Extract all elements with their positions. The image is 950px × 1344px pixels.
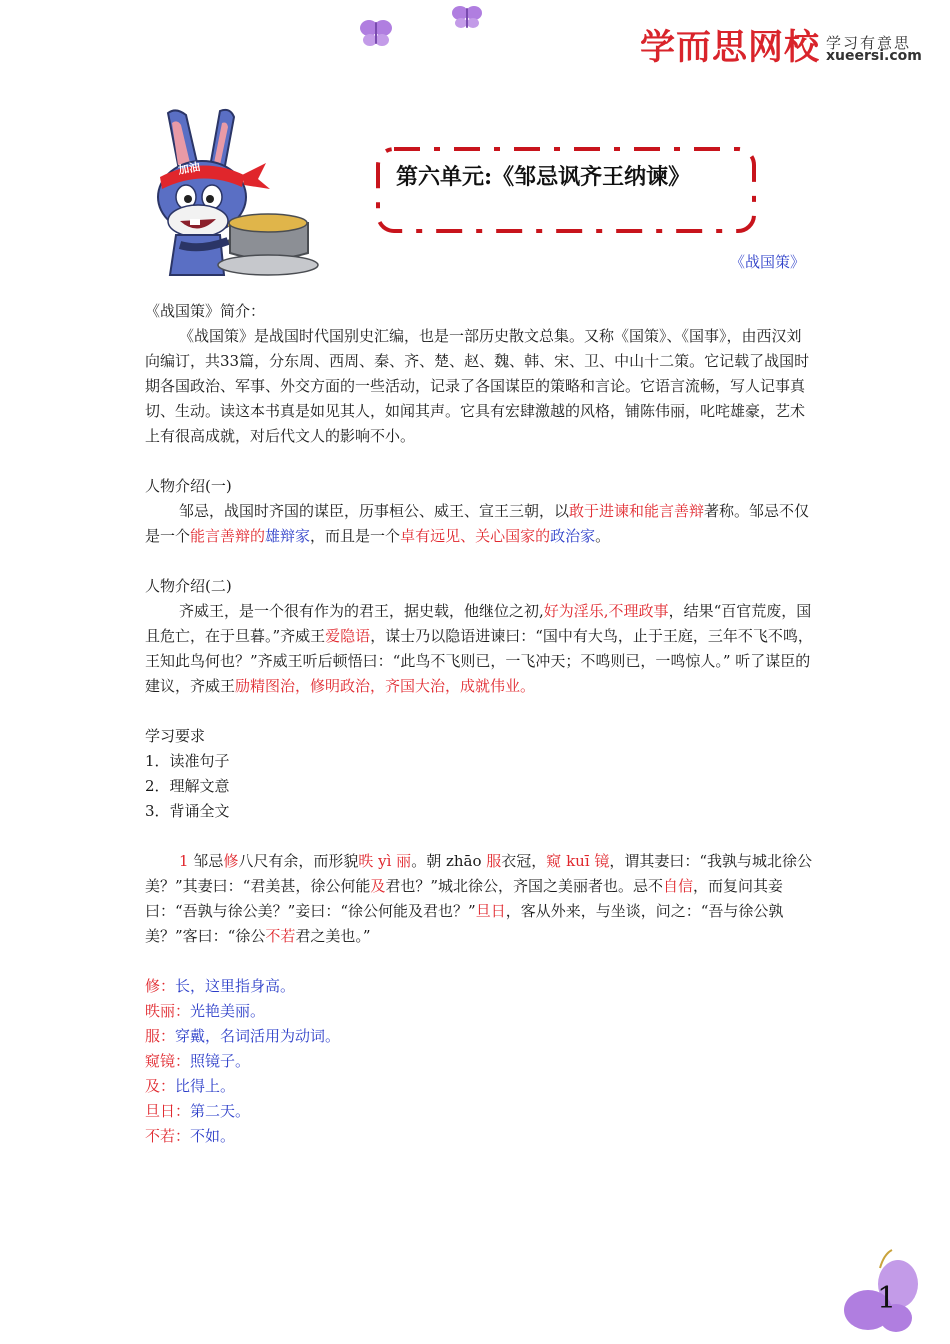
main-content — [145, 299, 815, 1149]
logo-tagline: 学习有意思 — [826, 34, 912, 52]
passage-number: 1 — [179, 852, 189, 870]
butterfly-icon — [358, 14, 394, 50]
logo-url: xueersi.com — [826, 48, 922, 64]
requirement-item: 1．读准句子 — [145, 752, 230, 770]
page-title: 第六单元:《邹忌讽齐王纳谏》 — [396, 164, 691, 190]
requirement-item: 3．背诵全文 — [145, 802, 230, 820]
mascot-headband-text: 加油 — [177, 160, 202, 177]
intro-heading: 《战国策》简介： — [145, 302, 266, 320]
requirements-heading: 学习要求 — [145, 727, 206, 745]
note-item: 昳丽：光艳美丽。 — [145, 1002, 266, 1020]
butterfly-icon — [450, 2, 484, 32]
requirement-item: 2．理解文意 — [145, 777, 230, 795]
source-label: 《战国策》 — [730, 253, 806, 271]
person1-heading: 人物介绍(一) — [145, 477, 232, 495]
logo-text: 学而思网校 — [640, 28, 821, 68]
intro-body: 《战国策》是战国时代国别史汇编，也是一部历史散文总集。又称《国策》、《国事》，由西汉刘向编订，共33篇，分东周、西周、秦、齐、楚、赵、魏、韩、宋、卫、中山十二策。它记载了战国时期各国政治、军事、外交方面的一些活动，记录了各国谋臣的策略和言论。它语言流畅，写人记事真切、生动。读这本书真是如见其人，如闻其声。它具有宏肆激越的风格，铺陈伟丽，叱咤雄豪，艺术上有很高成就，对后代文人的影响不小。 — [145, 327, 810, 445]
donkey-mascot-icon — [150, 105, 325, 280]
page-number: 1 — [877, 1281, 897, 1316]
note-item: 窥镜：照镜子。 — [145, 1052, 251, 1070]
note-item: 修：长，这里指身高。 — [145, 977, 296, 995]
person1-body: 邹忌，战国时齐国的谋臣，历事桓公、威王、宣王三朝，以敢于进谏和能言善辩著称。邹忌不仅是一个能言善辩的雄辩家，而且是一个卓有远见、关心国家的政治家。 — [145, 502, 810, 545]
note-item: 不若：不如。 — [145, 1127, 236, 1145]
note-item: 及：比得上。 — [145, 1077, 236, 1095]
note-item: 旦日：第二天。 — [145, 1102, 251, 1120]
note-item: 服：穿戴，名词活用为动词。 — [145, 1027, 341, 1045]
passage-paragraph: 1 邹忌修八尺有余，而形貌昳 yì 丽。朝 zhāo 服衣冠，窥 kuī 镜，谓其妻曰：“我孰与城北徐公美？”其妻曰：“君美甚，徐公何能及君也？”城北徐公，齐国之美丽者也。忌不自信，而复问其妾曰：“吾孰与徐公美？”妾曰：“徐公何能及君也？”旦日，客从外来，与坐谈，问之：“吾与徐公孰美？”客曰：“徐公不若君之美也。” — [145, 852, 813, 945]
person2-heading: 人物介绍(二) — [145, 577, 232, 595]
person2-body: 齐威王，是一个很有作为的君王，据史载，他继位之初,好为淫乐,不理政事，结果“百官荒废，国且危亡，在于旦暮。”齐威王爱隐语，谋士乃以隐语进谏曰：“国中有大鸟，止于王庭，三年不飞不鸣，王知此鸟何也？”齐威王听后顿悟曰：“此鸟不飞则已，一飞冲天；不鸣则已，一鸣惊人。” 听了谋臣的建议，齐威王励精图治，修明政治，齐国大治，成就伟业。 — [145, 602, 813, 695]
